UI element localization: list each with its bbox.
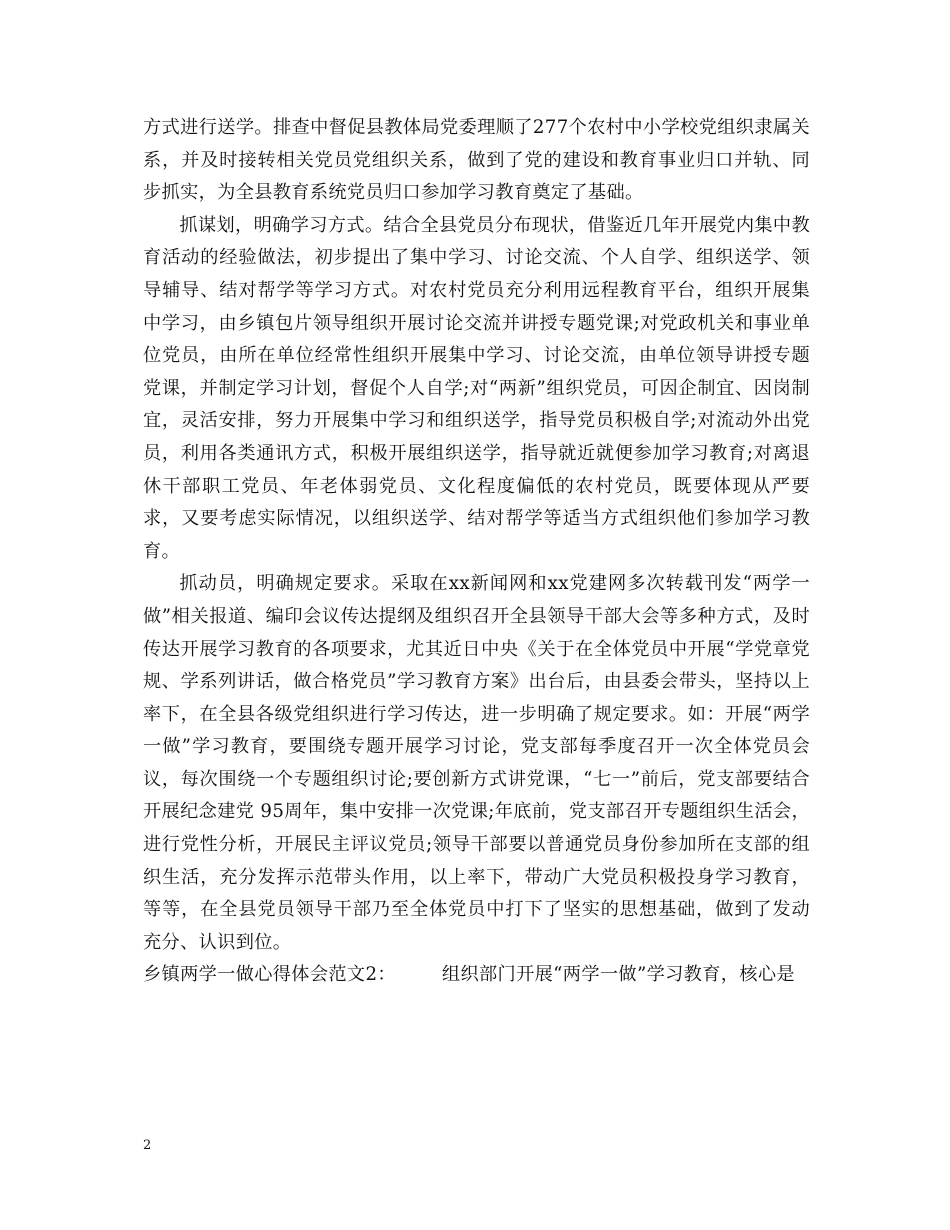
- paragraph-mobilization: 抓动员，明确规定要求。采取在xx新闻网和xx党建网多次转载刊发“两学一做”相关报道、编印会议传达提纲及组织召开全县领导干部大会等多种方式，及时传达开展学习教育的各项要求，尤其近日中央《关于在全体党员中开展“学党章党规、学系列讲话，做合格党员”学习教育方案》出台后，由县委会带头，坚持以上率下，在全县各级党组织进行学习传达，进一步明确了规定要求。如：开展“两学一做”学习教育，要围绕专题开展学习讨论，党支部每季度召开一次全体党员会议，每次围绕一个专题组织讨论;要创新方式讲党课，“七一”前后，党支部要结合开展纪念建党 95周年，集中安排一次党课;年底前，党支部召开专题组织生活会，进行党性分析，开展民主评议党员;领导干部要以普通党员身份参加所在支部的组织生活，充分发挥示范带头作用，以上率下，带动广大党员积极投身学习教育，等等，在全县党员领导干部乃至全体党员中打下了坚实的思想基础，做到了发动充分、认识到位。: [143, 573, 810, 953]
- paragraph-planning: 抓谋划，明确学习方式。结合全县党员分布现状，借鉴近几年开展党内集中教育活动的经验做法，初步提出了集中学习、讨论交流、个人自学、组织送学、领导辅导、结对帮学等学习方式。对农村党员充分利用远程教育平台，组织开展集中学习，由乡镇包片领导组织开展讨论交流并讲授专题党课;对党政机关和事业单位党员，由所在单位经常性组织开展集中学习、讨论交流，由单位领导讲授专题党课，并制定学习计划，督促个人自学;对“两新”组织党员，可因企制宜、因岗制宜，灵活安排，努力开展集中学习和组织送学，指导党员积极自学;对流动外出党员，利用各类通讯方式，积极开展组织送学，指导就近就便参加学习教育;对离退休干部职工党员、年老体弱党员、文化程度偏低的农村党员，既要体现从严要求，又要考虑实际情况，以组织送学、结对帮学等适当方式组织他们参加学习教育。: [143, 214, 810, 562]
- final-line: [143, 959, 810, 992]
- paragraph-continuation: 方式进行送学。排查中督促县教体局党委理顺了277个农村中小学校党组织隶属关系，并及时接转相关党员党组织关系，做到了党的建设和教育事业归口并轨、同步抓实，为全县教育系统党员归口参加学习教育奠定了基础。: [143, 117, 810, 204]
- page-number: 2: [143, 1138, 152, 1153]
- document-body: [143, 112, 810, 992]
- sample-heading: 乡镇两学一做心得体会范文2：: [143, 964, 396, 986]
- sample-intro-text: 组织部门开展“两学一做”学习教育，核心是: [441, 964, 795, 986]
